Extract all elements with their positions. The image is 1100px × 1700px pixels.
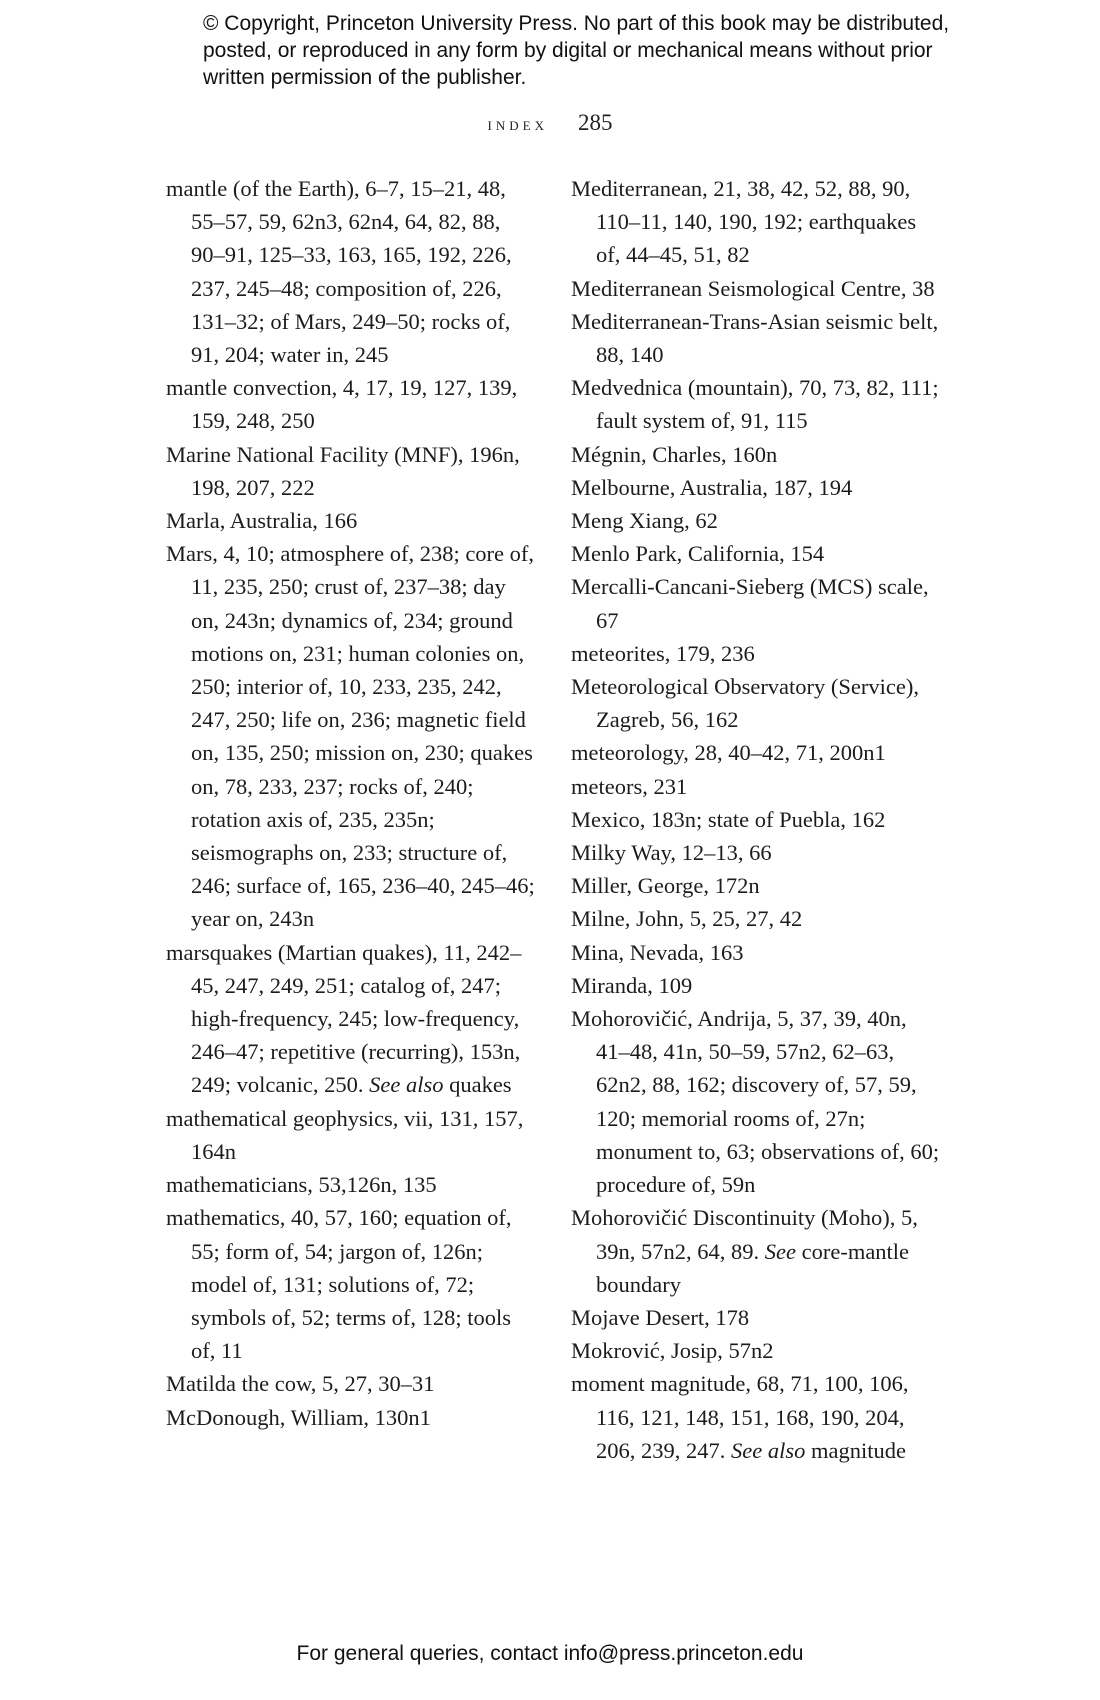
see-also-label: See also [731,1437,806,1463]
index-entry: mathematical geophysics, vii, 131, 157, 164n [166,1105,524,1164]
index-entry: Melbourne, Australia, 187, 194 [571,474,853,500]
index-column-right [571,172,941,1467]
index-entry: Mojave Desert, 178 [571,1304,750,1330]
see-target: core-mantle boundary [596,1238,910,1297]
see-also-label: See also [369,1072,444,1098]
see-label: See [764,1238,796,1264]
index-entry-text: moment magnitude, 68, 71, 100, 106, 116, 121, 148, 151, 168, 190, 204, 206, 239, 247. [571,1371,909,1463]
index-entry: Marla, Australia, 166 [166,508,358,534]
index-entry: mathematicians, 53,126n, 135 [166,1172,437,1198]
index-entry: mantle (of the Earth), 6–7, 15–21, 48, 55–57, 59, 62n3, 62n4, 64, 82, 88, 90–91, 125–33, 163, 165, 192, 226, 237, 245–48; composition of, 226, 131–32; of Mars, 249–50; rocks of, 91, 204; water in, 245 [166,176,512,368]
running-head [0,110,1100,136]
index-entry-text: marsquakes (Martian quakes), 11, 242–45, 247, 249, 251; catalog of, 247; high-frequency, 245; low-frequency, 246–47; repetitive (recurring), 153n, 249; volcanic, 250. [166,939,522,1098]
index-entry: Mediterranean-Trans-Asian seismic belt, 88, 140 [571,308,939,368]
index-entry: McDonough, William, 130n1 [166,1404,431,1430]
index-entry-text: Mohorovičić Discontinuity (Moho), 5, 39n, 57n2, 64, 89. [571,1205,918,1264]
index-entry: Mediterranean, 21, 38, 42, 52, 88, 90, 110–11, 140, 190, 192; earthquakes of, 44–45, 51, 82 [571,176,917,268]
index-entry [571,1201,941,1301]
index-entry: Medvednica (mountain), 70, 73, 82, 111; fault system of, 91, 115 [571,375,939,434]
index-entry: meteorites, 179, 236 [571,640,755,666]
footer-contact: For general queries, contact info@press.princeton.edu [296,1642,804,1665]
index-entry: Mediterranean Seismological Centre, 38 [571,275,935,301]
index-entry: mathematics, 40, 57, 160; equation of, 55; form of, 54; jargon of, 126n; model of, 131; solutions of, 72; symbols of, 52; terms of, 128; tools of, 11 [166,1205,512,1364]
index-entry: Mercalli-Cancani-Sieberg (MCS) scale, 67 [571,574,929,633]
index-entry: Mokrović, Josip, 57n2 [571,1338,774,1364]
index-entry: Marine National Facility (MNF), 196n, 198, 207, 222 [166,441,520,500]
index-entry: Mohorovičić, Andrija, 5, 37, 39, 40n, 41–48, 41n, 50–59, 57n2, 62–63, 62n2, 88, 162; discovery of, 57, 59, 120; memorial rooms of, 27n; monument to, 63; observations of, 60; procedure of, 59n [571,1006,940,1198]
see-also-target: quakes [449,1072,512,1098]
index-entry: Mars, 4, 10; atmosphere of, 238; core of, 11, 235, 250; crust of, 237–38; day on, 243n; dynamics of, 234; ground motions on, 231; human colonies on, 250; interior of, 10, 233, 235, 242, 247, 250; life on, 236; magnetic field on, 135, 250; mission on, 230; quakes on, 78, 233, 237; rocks of, 240; rotation axis of, 235, 235n; seismographs on, 233; structure of, 246; surface of, 165, 236–40, 245–46; year on, 243n [166,541,535,932]
index-entry: Miller, George, 172n [571,873,760,899]
index-entry: Meteorological Observatory (Service), Zagreb, 56, 162 [571,674,919,733]
index-entry: Mégnin, Charles, 160n [571,441,778,467]
index-entry [166,936,536,1102]
index-entry: Milky Way, 12–13, 66 [571,840,772,866]
index-entry: Menlo Park, California, 154 [571,541,825,567]
index-entry: Meng Xiang, 62 [571,508,718,534]
page-number: 285 [577,110,613,135]
index-entry: Matilda the cow, 5, 27, 30–31 [166,1371,435,1397]
copyright-notice: © Copyright, Princeton University Press. No part of this book may be distributed, posted, or reproduced in any form by digital or mechanical means without prior written permission of the publisher. [203,12,950,89]
index-entry: Mina, Nevada, 163 [571,939,744,965]
index-entry: Mexico, 183n; state of Puebla, 162 [571,806,886,832]
index-entry [571,1367,941,1467]
index-entry: mantle convection, 4, 17, 19, 127, 139, 159, 248, 250 [166,375,518,434]
running-head-label: index [487,114,548,134]
see-also-target: magnitude [810,1437,906,1463]
index-entry: meteors, 231 [571,773,688,799]
index-entry: meteorology, 28, 40–42, 71, 200n1 [571,740,886,766]
index-column-left [166,172,536,1434]
index-entry: Miranda, 109 [571,972,693,998]
index-entry: Milne, John, 5, 25, 27, 42 [571,906,803,932]
